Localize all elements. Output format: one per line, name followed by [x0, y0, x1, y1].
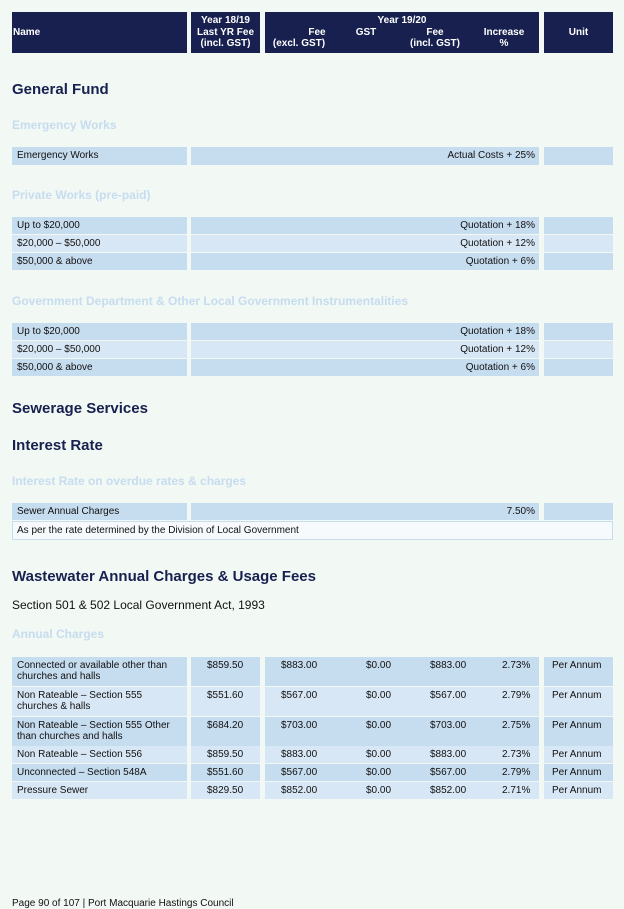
- act-reference: Section 501 & 502 Local Government Act, 1993: [12, 598, 265, 612]
- table-cell-last: $684.20: [207, 720, 244, 731]
- table-row-name: $20,000 – $50,000: [12, 235, 187, 252]
- table-row-name: Sewer Annual Charges: [12, 503, 187, 520]
- table-cell-unit: Per Annum: [552, 749, 602, 760]
- header-year-prev: Year 18/19: [201, 15, 250, 26]
- header-last-fee: Last YR Fee: [196, 27, 255, 38]
- table-row-name: $20,000 – $50,000: [12, 341, 187, 358]
- table-cell-name: Non Rateable – Section 556: [17, 749, 143, 760]
- table-row-value: Quotation + 18%: [191, 323, 539, 340]
- header-year-curr-col: [265, 12, 539, 53]
- subsection-government: Government Department & Other Local Government Instrumentalities: [12, 294, 409, 308]
- table-cell-fee-incl: $883.00: [430, 749, 467, 760]
- section-interest-rate: Interest Rate: [12, 437, 103, 454]
- table-row-value: Quotation + 12%: [191, 341, 539, 358]
- table-note: As per the rate determined by the Division of Local Government: [12, 521, 613, 540]
- table-cell-last: $859.50: [207, 749, 244, 760]
- table-row-unit: [544, 503, 613, 520]
- table-cell-increase: 2.73%: [502, 660, 531, 671]
- table-cell-increase: 2.79%: [502, 690, 531, 701]
- header-gst: GST: [355, 27, 377, 38]
- table-cell-last: $859.50: [207, 660, 244, 671]
- section-general-fund: General Fund: [12, 81, 109, 98]
- table-cell-gst: $0.00: [366, 749, 392, 760]
- table-cell-fee-incl: $567.00: [430, 767, 467, 778]
- table-row-name: $50,000 & above: [12, 253, 187, 270]
- header-last-fee-incl: (incl. GST): [200, 38, 251, 49]
- table-cell-name: Non Rateable – Section 555 churches & halls: [17, 690, 143, 712]
- table-row-value: Quotation + 6%: [191, 253, 539, 270]
- table-cell-last: $551.60: [207, 690, 244, 701]
- table-row-unit: [544, 323, 613, 340]
- header-fee-excl-sub: (excl. GST): [272, 38, 326, 49]
- table-cell-fee-incl: $883.00: [430, 660, 467, 671]
- table-row-unit: [544, 235, 613, 252]
- section-wastewater: Wastewater Annual Charges & Usage Fees: [12, 568, 316, 585]
- table-cell-increase: 2.79%: [502, 767, 531, 778]
- table-cell-gst: $0.00: [366, 767, 392, 778]
- subsection-private-works: Private Works (pre-paid): [12, 188, 151, 202]
- header-unit: Unit: [568, 27, 589, 38]
- table-cell-gst: $0.00: [366, 785, 392, 796]
- header-fee-incl: Fee: [426, 27, 444, 38]
- table-row-value: 7.50%: [191, 503, 539, 520]
- table-cell-unit: Per Annum: [552, 720, 602, 731]
- table-row-name: $50,000 & above: [12, 359, 187, 376]
- header-name-col: [12, 12, 187, 53]
- table-row-unit: [544, 147, 613, 165]
- table-row-unit: [544, 253, 613, 270]
- header-year-curr: Year 19/20: [377, 15, 427, 26]
- table-cell-fee-excl: $703.00: [281, 720, 318, 731]
- table-cell-last: $829.50: [207, 785, 244, 796]
- table-row-unit: [544, 217, 613, 234]
- table-cell-fee-incl: $852.00: [430, 785, 467, 796]
- table-row-value: Quotation + 12%: [191, 235, 539, 252]
- table-row-unit: [544, 359, 613, 376]
- header-fee-excl: Fee: [308, 27, 326, 38]
- table-row-value: Quotation + 18%: [191, 217, 539, 234]
- header-fee-incl-sub: (incl. GST): [410, 38, 460, 49]
- table-cell-unit: Per Annum: [552, 660, 602, 671]
- subsection-emergency: Emergency Works: [12, 118, 117, 132]
- table-row-name: Emergency Works: [12, 147, 187, 165]
- table-cell-name: Pressure Sewer: [17, 785, 89, 796]
- table-cell-last: $551.60: [207, 767, 244, 778]
- header-unit-col: [544, 12, 613, 53]
- table-cell-fee-excl: $883.00: [281, 749, 318, 760]
- header-increase-sub: %: [499, 38, 509, 49]
- table-cell-increase: 2.71%: [502, 785, 531, 796]
- table-cell-unit: Per Annum: [552, 785, 602, 796]
- table-cell-name: Unconnected – Section 548A: [17, 767, 147, 778]
- table-cell-name: Non Rateable – Section 555 Other than churches and halls: [17, 720, 170, 742]
- table-cell-fee-excl: $567.00: [281, 767, 318, 778]
- table-row-name: Up to $20,000: [12, 323, 187, 340]
- table-row-unit: [544, 341, 613, 358]
- table-row-name: Up to $20,000: [12, 217, 187, 234]
- table-cell-gst: $0.00: [366, 690, 392, 701]
- table-cell-fee-excl: $883.00: [281, 660, 318, 671]
- table-cell-unit: Per Annum: [552, 690, 602, 701]
- subsection-annual-charges: Annual Charges: [12, 627, 105, 641]
- subsection-overdue: Interest Rate on overdue rates & charges: [12, 474, 247, 488]
- table-cell-fee-excl: $852.00: [281, 785, 318, 796]
- section-sewerage: Sewerage Services: [12, 400, 148, 417]
- table-cell-name: Connected or available other than churches and halls: [17, 660, 168, 682]
- page-footer: Page 90 of 107 | Port Macquarie Hastings Council: [12, 898, 234, 909]
- table-cell-fee-incl: $703.00: [430, 720, 467, 731]
- table-cell-unit: Per Annum: [552, 767, 602, 778]
- table-row-value: Actual Costs + 25%: [191, 147, 539, 165]
- table-cell-increase: 2.73%: [502, 749, 531, 760]
- header-last-fee-col: [191, 12, 260, 53]
- table-cell-increase: 2.75%: [502, 720, 531, 731]
- table-cell-fee-excl: $567.00: [281, 690, 318, 701]
- table-cell-fee-incl: $567.00: [430, 690, 467, 701]
- header-name: Name: [13, 27, 41, 38]
- table-cell-gst: $0.00: [366, 660, 392, 671]
- table-cell-gst: $0.00: [366, 720, 392, 731]
- table-row-value: Quotation + 6%: [191, 359, 539, 376]
- header-increase: Increase: [483, 27, 525, 38]
